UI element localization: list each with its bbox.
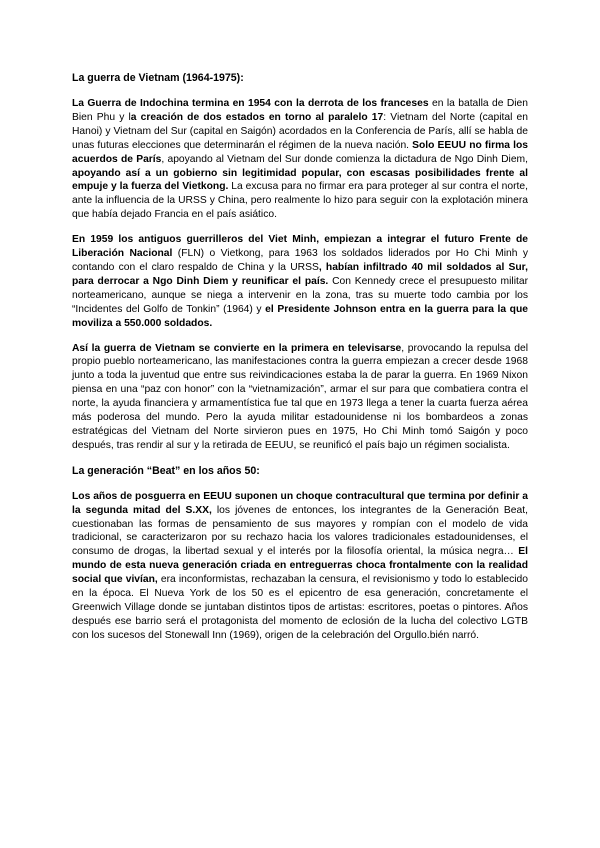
bold-text-run: Así la guerra de Vietnam se convierte en la primera en televisarse [72,342,402,354]
paragraph-generacion-beat [72,490,528,643]
paragraph-televisarse [72,342,528,453]
document-body [72,71,528,643]
bold-text-run: a creación de dos estados en torno al paralelo 17 [130,111,384,123]
text-run: en la batalla de Dien Bien Phu y l [72,98,528,123]
paragraph-frente-liberacion [72,233,528,330]
bold-text-run: En 1959 los antiguos guerrilleros del Viet Minh, empiezan a integrar el futuro Frente de Liberación Nacional [72,234,528,260]
paragraph-indochina [72,97,528,222]
text-run: : Vietnam del Norte (capital en Hanoi) y Vietnam del Sur (capital en Saigón) acordados en la Conferencia de París, allí se habla de unas futuras elecciones que determinarán el régimen de la nueva nación. [72,111,528,151]
bold-text-run: el Presidente Johnson entra en la guerra para la que moviliza a 550.000 soldados. [72,303,528,329]
text-run: La excusa para no firmar era para proteger al sur contra el norte, ante la influencia de la URSS y China, pero realmente lo hizo para seguir con la explotación minera que había dejado Francia en el país asiático. [72,181,529,221]
bold-text-run: El mundo de esta nueva generación criada en entreguerras choca frontalmente con la realidad social que vivían, [72,546,528,586]
text-run: (FLN) o Vietkong, para 1963 los soldados liderados por Ho Chi Minh y contando con el claro respaldo de China y la URSS [72,248,528,273]
text-run: , apoyando al Vietnam del Sur donde comienza la dictadura de Ngo Dinh Diem, [161,153,528,165]
bold-text-run: apoyando así a un gobierno sin legitimidad popular, con escasas posibilidades frente al empuje y la fuerza del Vietkong. [72,167,528,193]
text-run: Con Kennedy crece el presupuesto militar norteamericano, aunque se niega a intervenir en la zona, tras su muerte todo cambia por los “Incidentes del Golfo de Tonkin” (1964) y [72,275,528,315]
bold-text-run: Solo EEUU no firma los acuerdos de París [72,139,528,165]
text-run: los jóvenes de entonces, los integrantes de la Generación Beat, cuestionaban las formas de pensamiento de sus mayores y rompían con el modelo de vida tradicional, se caracterizaron por su rechazo hacia los valores tradicionales estadounidenses, el consumo de drogas, la libertad sexual y el interés por la filosofía oriental, la música negra… [72,504,528,558]
section-title-vietnam: La guerra de Vietnam (1964-1975): [72,72,244,84]
bold-text-run: Los años de posguerra en EEUU suponen un choque contracultural que termina por definir a la segunda mitad del S.XX, [72,490,528,516]
text-run: , provocando la repulsa del propio pueblo norteamericano, las manifestaciones contra la guerra empiezan a crecer desde 1968 junto a toda la juventud que entre sus reivindicaciones estaba la de parar la guerra. En 1969 Nixon piensa en una “paz con honor” con la “vietnamización”, armar el sur para que combatiera contra el norte, la ayuda financiera y armamentística fue tal que en 1973 llega a tener la cuarta fuerza aérea más poderosa del mundo. Pero la ayuda militar estadounidense ni los bombardeos a zonas estratégicas del Vietnam del Norte sirvieron pues en 1975, Ho Chi Minh tomó Saigón y poco después, tras rendir al sur y la retirada de EEUU, se reunificó el país bajo un régimen socialista. [72,342,528,451]
bold-text-run: , habían infiltrado 40 mil soldados al Sur, para derrocar a Ngo Dinh Diem y reunificar el país. [72,261,528,287]
section-title-beat: La generación “Beat” en los años 50: [72,464,260,477]
bold-text-run: La Guerra de Indochina termina en 1954 con la derrota de los franceses [72,98,429,109]
text-run: era inconformistas, rechazaban la censura, el revisionismo y todo lo establecido en la época. El Nueva York de los 50 es el epicentro de esa generación, concretamente el Greenwich Village donde se juntaban distintos tipos de artistas: escritores, poetas o pintores. Años después ese barrio será el protagonista del momento de eclosión de la lucha del colectivo LGTB con los sucesos del Stonewall Inn (1969), origen de la celebración del Orgullo.bién narró. [72,574,528,641]
